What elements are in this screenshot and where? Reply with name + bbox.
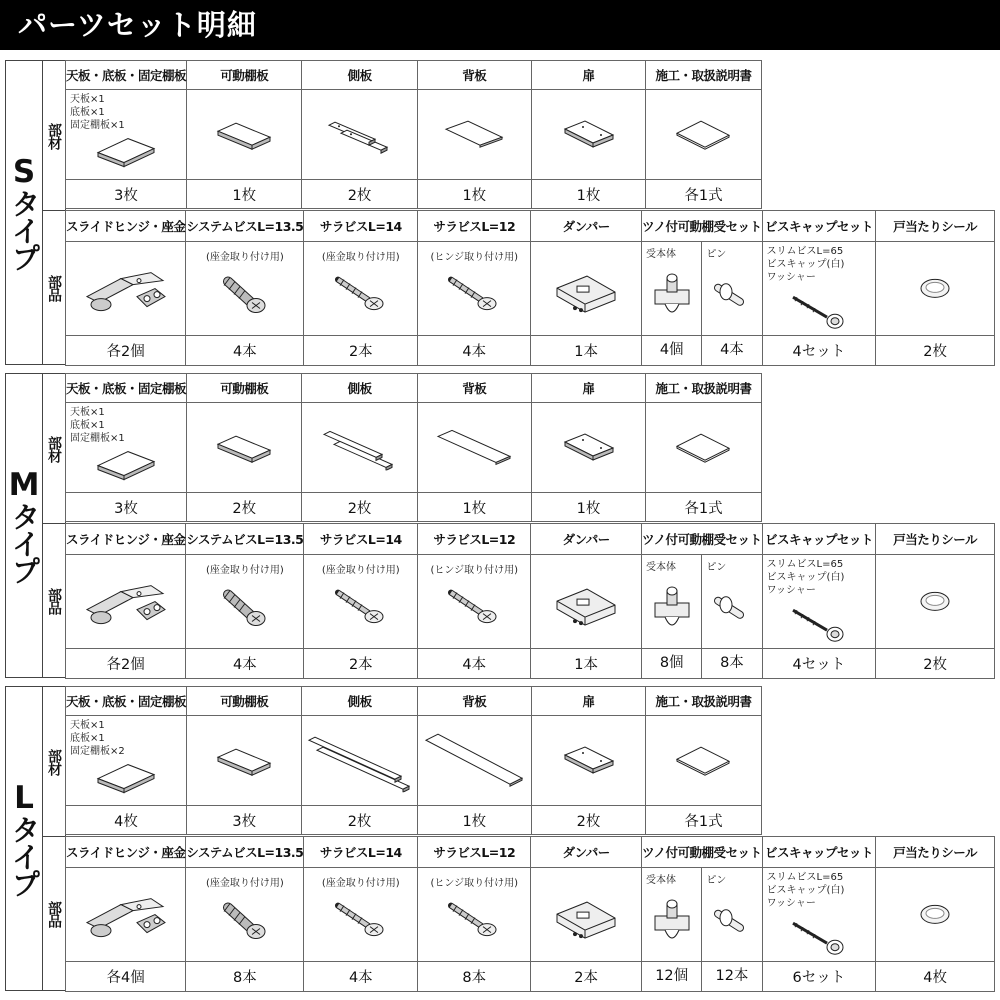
part-figure <box>417 716 531 806</box>
plate-note-line: 天板×1 <box>70 720 105 731</box>
part-figure <box>417 403 531 493</box>
part-count-body: 12個 <box>655 968 689 984</box>
column-header: 側板 <box>302 374 417 403</box>
column-header: スライドヒンジ・座金 <box>66 211 186 242</box>
part-count: 1本 <box>531 649 642 679</box>
part-figure <box>66 242 186 336</box>
column-header: 側板 <box>302 687 417 716</box>
back-l-icon <box>424 732 524 796</box>
part-figure <box>66 403 187 493</box>
part-figure <box>66 868 186 962</box>
hinge-icon <box>81 892 171 956</box>
plate-note <box>70 93 125 132</box>
column-header: ビスキャップセット <box>762 837 876 868</box>
buhin-table <box>65 210 995 366</box>
type-section <box>5 373 995 678</box>
biscap-note-line: ビスキャップ(白) <box>766 572 845 583</box>
column-header: スライドヒンジ・座金 <box>66 524 186 555</box>
plate-note <box>70 719 125 758</box>
column-header: サラビスL=12 <box>418 837 531 868</box>
biscap-note-line: スリムビスL=65 <box>766 246 844 257</box>
column-header: 施工・取扱説明書 <box>646 61 762 90</box>
part-count: 2枚 <box>302 806 417 835</box>
column-header: 可動棚板 <box>187 687 302 716</box>
shelf-icon <box>212 428 276 472</box>
part-figure <box>187 716 302 806</box>
column-header: サラビスL=12 <box>418 211 531 242</box>
part-figure <box>876 868 995 962</box>
page-title: パーツセット明細 <box>0 0 1000 50</box>
group-label-buzai <box>42 373 66 524</box>
side-l-icon <box>305 732 415 796</box>
usage-note: (座金取り付け用) <box>321 878 400 889</box>
part-figure <box>302 403 417 493</box>
part-count-pin: 4本 <box>701 336 761 365</box>
part-count: 2枚 <box>302 180 417 209</box>
buzai-table <box>65 373 995 522</box>
group-label-text: 部材 <box>46 748 62 775</box>
part-figure <box>762 555 876 649</box>
column-header: ビスキャップセット <box>762 524 876 555</box>
column-header: 天板・底板・固定棚板 <box>66 61 187 90</box>
type-kana: タイプ <box>7 814 42 896</box>
plate-note <box>70 406 125 445</box>
column-header: 天板・底板・固定棚板 <box>66 687 187 716</box>
plate-icon <box>94 756 158 800</box>
part-count: 2枚 <box>531 806 645 835</box>
part-count <box>642 649 763 679</box>
sys-screw-icon <box>220 584 270 634</box>
part-count: 8本 <box>418 962 531 992</box>
damper-icon <box>551 896 621 950</box>
side-m-icon <box>320 426 400 474</box>
biscap-note-line: スリムビスL=65 <box>766 872 844 883</box>
column-header: ダンパー <box>531 211 642 242</box>
part-figure <box>304 868 418 962</box>
sys-screw-icon <box>220 271 270 321</box>
screw-cap-icon <box>789 604 849 648</box>
biscap-note-line: ワッシャー <box>766 898 816 909</box>
column-header: ツノ付可動棚受セット <box>642 524 763 555</box>
buhin-table <box>65 523 995 679</box>
tsuno-pin-label: ピン <box>706 562 727 573</box>
part-count: 1枚 <box>187 180 302 209</box>
plate-note-line: 底板×1 <box>70 107 105 118</box>
part-count: 2本 <box>304 649 418 679</box>
group-label-buhin <box>42 523 66 678</box>
tsuno-body-label: 受本体 <box>646 875 677 886</box>
usage-note: (座金取り付け用) <box>205 878 284 889</box>
column-header: 背板 <box>417 61 531 90</box>
part-figure <box>646 90 762 180</box>
part-figure <box>66 716 187 806</box>
part-figure <box>418 868 531 962</box>
part-figure <box>186 242 304 336</box>
door-icon <box>561 743 617 783</box>
part-figure <box>876 555 995 649</box>
part-count: 3枚 <box>66 180 187 209</box>
column-header: 背板 <box>417 374 531 403</box>
part-figure <box>762 868 876 962</box>
type-kana: タイプ <box>7 501 42 583</box>
group-label-text: 部品 <box>46 274 62 301</box>
screw-cap-icon <box>789 917 849 961</box>
side-s-icon <box>325 115 395 159</box>
shelf-support-body-icon <box>649 268 695 328</box>
group-label-buzai <box>42 60 66 211</box>
shelf-icon <box>212 115 276 159</box>
part-count: 各4個 <box>66 962 186 992</box>
column-header: ダンパー <box>531 837 642 868</box>
part-count: 1枚 <box>417 493 531 522</box>
part-count: 4セット <box>762 649 876 679</box>
plate-icon <box>94 130 158 174</box>
part-count: 3枚 <box>187 806 302 835</box>
part-count: 各2個 <box>66 336 186 366</box>
door-stop-seal-icon <box>918 276 952 304</box>
column-header: サラビスL=12 <box>418 524 531 555</box>
group-label-buzai <box>42 686 66 837</box>
part-figure <box>762 242 876 336</box>
tsuno-body-label: 受本体 <box>646 249 677 260</box>
type-section <box>5 60 995 365</box>
plate-note-line: 固定棚板×1 <box>70 433 125 444</box>
usage-note: (座金取り付け用) <box>321 252 400 263</box>
part-figure <box>66 90 187 180</box>
biscap-note <box>767 871 845 910</box>
door-icon <box>561 430 617 470</box>
usage-note: (座金取り付け用) <box>205 565 284 576</box>
hinge-icon <box>81 266 171 330</box>
part-count <box>642 962 763 992</box>
part-figure <box>531 242 642 336</box>
screw-cap-icon <box>789 291 849 335</box>
column-header: システムビスL=13.5 <box>186 211 304 242</box>
back-s-icon <box>442 115 506 159</box>
part-count-pin: 8本 <box>701 649 761 678</box>
manual-icon <box>673 741 733 785</box>
part-count: 4本 <box>418 336 531 366</box>
biscap-note-line: ビスキャップ(白) <box>766 259 845 270</box>
part-count-body: 4個 <box>659 342 684 358</box>
column-header: ビスキャップセット <box>762 211 876 242</box>
part-count: 4本 <box>186 649 304 679</box>
screw-icon <box>334 273 388 317</box>
part-figure <box>646 403 762 493</box>
column-header: サラビスL=14 <box>304 837 418 868</box>
type-section <box>5 686 995 991</box>
part-count: 1本 <box>531 336 642 366</box>
usage-note: (ヒンジ取り付け用) <box>430 878 519 889</box>
part-count: 2枚 <box>876 336 995 366</box>
column-header: 可動棚板 <box>187 374 302 403</box>
usage-note: (座金取り付け用) <box>321 565 400 576</box>
sys-screw-icon <box>220 897 270 947</box>
column-header: 戸当たりシール <box>876 524 995 555</box>
group-label-text: 部品 <box>46 900 62 927</box>
part-figure <box>531 716 645 806</box>
part-figure <box>418 242 531 336</box>
group-label-text: 部品 <box>46 587 62 614</box>
biscap-note <box>767 245 845 284</box>
group-label-buhin <box>42 210 66 365</box>
manual-icon <box>673 115 733 159</box>
biscap-note-line: ワッシャー <box>766 272 816 283</box>
usage-note: (ヒンジ取り付け用) <box>430 252 519 263</box>
part-count: 1枚 <box>531 180 645 209</box>
part-count: 各1式 <box>646 180 762 209</box>
column-header: 可動棚板 <box>187 61 302 90</box>
part-count: 2枚 <box>876 649 995 679</box>
part-figure <box>66 555 186 649</box>
screw-icon <box>334 899 388 943</box>
group-label-buhin <box>42 836 66 991</box>
type-kana: タイプ <box>7 188 42 270</box>
tsuno-body-label: 受本体 <box>646 562 677 573</box>
part-count: 1枚 <box>531 493 645 522</box>
part-figure <box>304 555 418 649</box>
buhin-table <box>65 836 995 992</box>
screw-icon <box>447 586 501 630</box>
part-count: 4枚 <box>876 962 995 992</box>
part-count: 4本 <box>418 649 531 679</box>
type-letter: M <box>8 466 40 503</box>
biscap-note <box>767 558 845 597</box>
shelf-support-body-icon <box>649 581 695 641</box>
column-header: 扉 <box>531 61 645 90</box>
column-header: サラビスL=14 <box>304 524 418 555</box>
hinge-icon <box>81 579 171 643</box>
plate-note-line: 底板×1 <box>70 420 105 431</box>
part-count-pin: 12本 <box>701 962 761 991</box>
part-figure <box>187 90 302 180</box>
part-count: 2枚 <box>187 493 302 522</box>
part-count: 各1式 <box>646 493 762 522</box>
part-count <box>642 336 763 366</box>
plate-icon <box>94 443 158 487</box>
group-label-text: 部材 <box>46 122 62 149</box>
part-count: 4本 <box>304 962 418 992</box>
column-header: ツノ付可動棚受セット <box>642 837 763 868</box>
part-figure <box>418 555 531 649</box>
group-label-text: 部材 <box>46 435 62 462</box>
door-stop-seal-icon <box>918 589 952 617</box>
column-header: 背板 <box>417 687 531 716</box>
damper-icon <box>551 270 621 324</box>
plate-note-line: 天板×1 <box>70 94 105 105</box>
plate-note-line: 固定棚板×1 <box>70 120 125 131</box>
part-figure <box>642 868 763 962</box>
part-count: 4枚 <box>66 806 187 835</box>
column-header: スライドヒンジ・座金 <box>66 837 186 868</box>
plate-note-line: 固定棚板×2 <box>70 746 125 757</box>
column-header: システムビスL=13.5 <box>186 524 304 555</box>
type-label <box>5 373 43 678</box>
part-figure <box>642 555 763 649</box>
part-count: 2本 <box>531 962 642 992</box>
biscap-note-line: ビスキャップ(白) <box>766 885 845 896</box>
column-header: 扉 <box>531 687 645 716</box>
column-header: ツノ付可動棚受セット <box>642 211 763 242</box>
part-figure <box>302 90 417 180</box>
part-count: 8本 <box>186 962 304 992</box>
part-figure <box>531 555 642 649</box>
buzai-table <box>65 686 995 835</box>
part-figure <box>531 90 645 180</box>
buzai-table <box>65 60 995 209</box>
part-count: 1枚 <box>417 806 531 835</box>
part-figure <box>186 555 304 649</box>
part-figure <box>531 868 642 962</box>
plate-note-line: 底板×1 <box>70 733 105 744</box>
part-count: 2本 <box>304 336 418 366</box>
pin-icon <box>712 901 752 945</box>
column-header: ダンパー <box>531 524 642 555</box>
biscap-note-line: ワッシャー <box>766 585 816 596</box>
part-count: 3枚 <box>66 493 187 522</box>
manual-icon <box>673 428 733 472</box>
pin-icon <box>712 588 752 632</box>
usage-note: (座金取り付け用) <box>205 252 284 263</box>
part-figure <box>642 242 763 336</box>
part-figure <box>876 242 995 336</box>
part-count: 4本 <box>186 336 304 366</box>
part-figure <box>304 242 418 336</box>
back-m-icon <box>434 426 514 474</box>
door-icon <box>561 117 617 157</box>
shelf-support-body-icon <box>649 894 695 954</box>
screw-icon <box>334 586 388 630</box>
screw-icon <box>447 899 501 943</box>
column-header: システムビスL=13.5 <box>186 837 304 868</box>
part-figure <box>302 716 417 806</box>
part-figure <box>646 716 762 806</box>
biscap-note-line: スリムビスL=65 <box>766 559 844 570</box>
usage-note: (ヒンジ取り付け用) <box>430 565 519 576</box>
part-figure <box>417 90 531 180</box>
part-count: 4セット <box>762 336 876 366</box>
damper-icon <box>551 583 621 637</box>
column-header: 側板 <box>302 61 417 90</box>
column-header: サラビスL=14 <box>304 211 418 242</box>
part-figure <box>186 868 304 962</box>
column-header: 天板・底板・固定棚板 <box>66 374 187 403</box>
part-count: 2枚 <box>302 493 417 522</box>
part-figure <box>187 403 302 493</box>
pin-icon <box>712 275 752 319</box>
column-header: 施工・取扱説明書 <box>646 687 762 716</box>
type-label <box>5 60 43 365</box>
plate-note-line: 天板×1 <box>70 407 105 418</box>
part-count: 1枚 <box>417 180 531 209</box>
tsuno-pin-label: ピン <box>706 249 727 260</box>
part-count-body: 8個 <box>659 655 684 671</box>
column-header: 戸当たりシール <box>876 211 995 242</box>
type-label <box>5 686 43 991</box>
tsuno-pin-label: ピン <box>706 875 727 886</box>
column-header: 戸当たりシール <box>876 837 995 868</box>
shelf-icon <box>212 741 276 785</box>
column-header: 施工・取扱説明書 <box>646 374 762 403</box>
part-count: 各1式 <box>646 806 762 835</box>
part-figure <box>531 403 645 493</box>
type-letter: S <box>12 153 36 190</box>
part-count: 各2個 <box>66 649 186 679</box>
part-count: 6セット <box>762 962 876 992</box>
door-stop-seal-icon <box>918 902 952 930</box>
column-header: 扉 <box>531 374 645 403</box>
screw-icon <box>447 273 501 317</box>
type-letter: L <box>14 779 34 816</box>
